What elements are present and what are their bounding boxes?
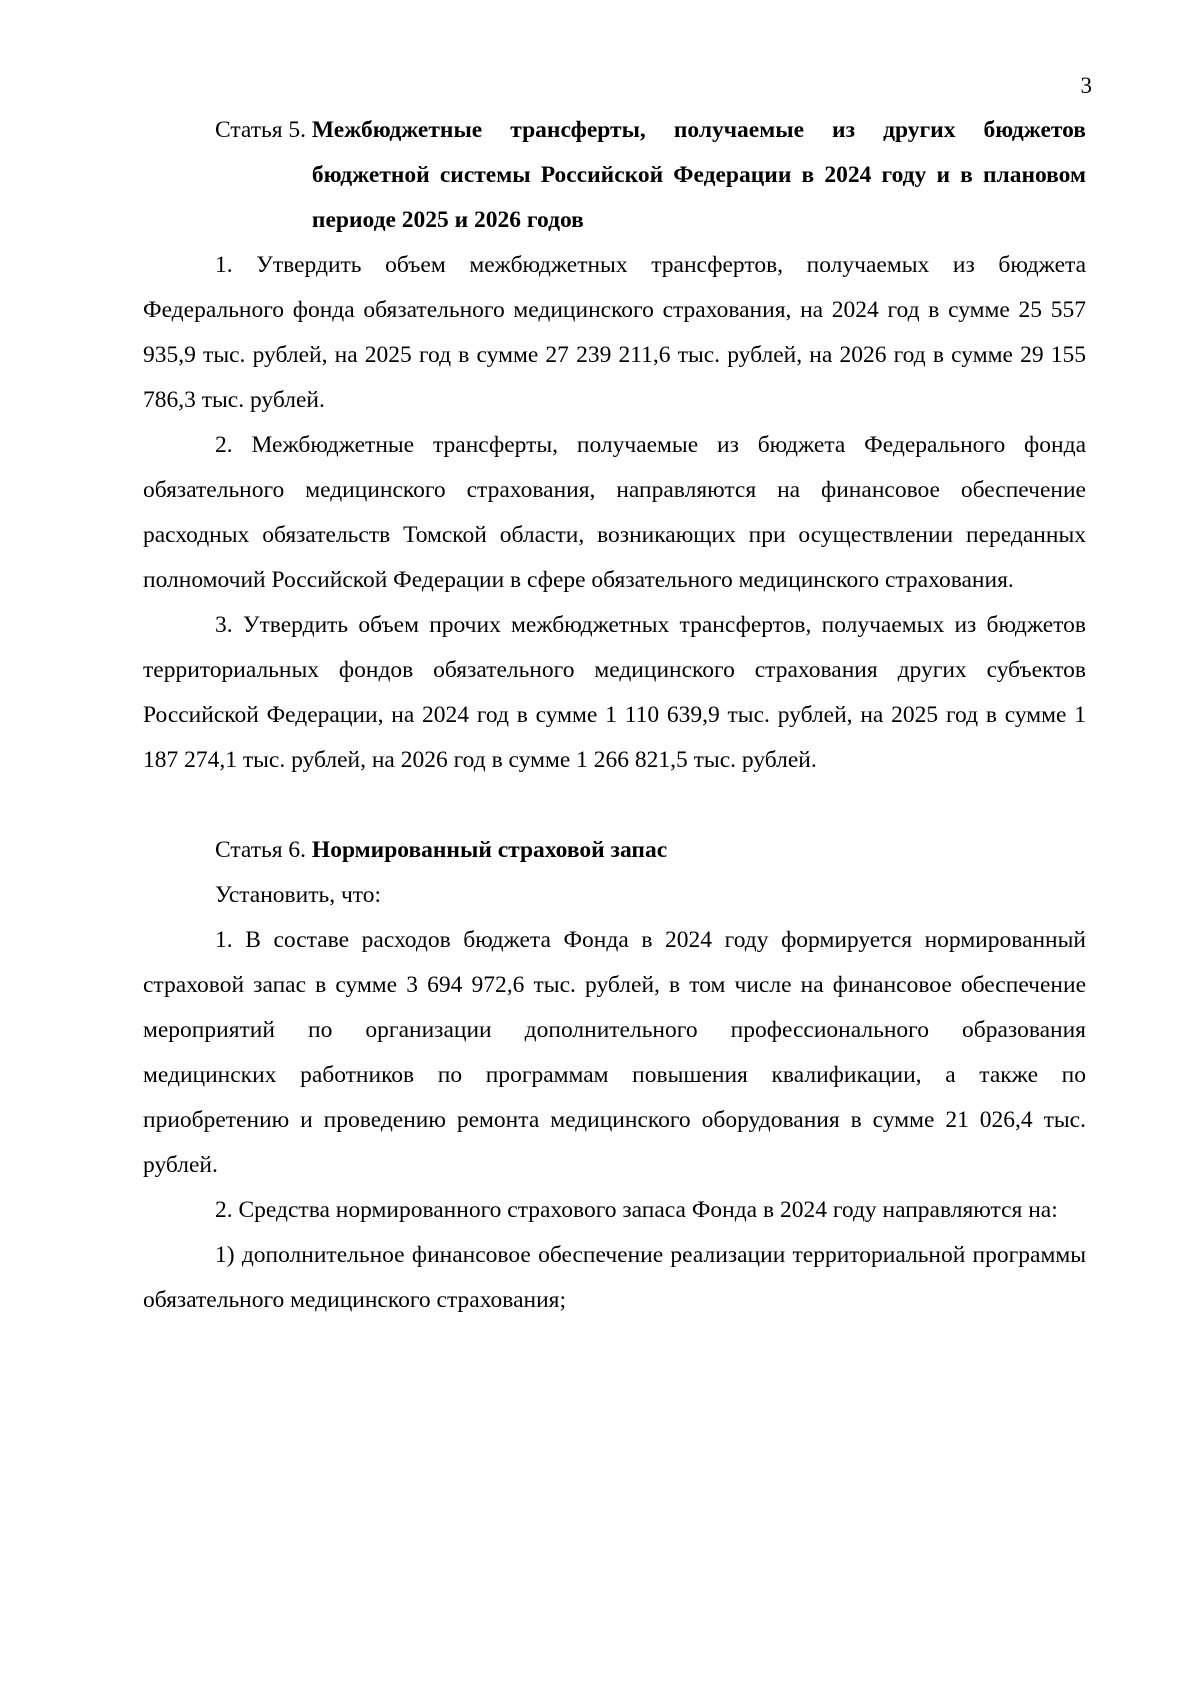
article-6-paragraph-2: 2. Средства нормированного страхового запаса Фонда в 2024 году направляются на: (215, 1197, 1058, 1223)
page-number: 3 (1080, 73, 1092, 98)
article-6-heading (143, 828, 1086, 873)
article-6-title: Нормированный страховой запас (311, 837, 668, 863)
article-5-title: Межбюджетные трансферты, получаемые из других бюджетов бюджетной системы Российской Федерации в 2024 году и в плановом периоде 2025 и 2026 годов (311, 117, 1086, 233)
article-6-paragraph-3: 1) дополнительное финансовое обеспечение реализации территориальной программы обязательного медицинского страхования; (143, 1242, 1086, 1313)
section-gap (143, 783, 1086, 828)
article-5-paragraph-3: 3. Утвердить объем прочих межбюджетных трансфертов, получаемых из бюджетов территориальных фондов обязательного медицинского страхования других субъектов Российской Федерации, на 2024 год в сумме 1 110 639,9 тыс. рублей, на 2025 год в сумме 1 187 274,1 тыс. рублей, на 2026 год в сумме 1 266 821,5 тыс. рублей. (143, 612, 1086, 773)
article-5-paragraph-2: 2. Межбюджетные трансферты, получаемые из бюджета Федерального фонда обязательного медицинского страхования, направляются на финансовое обеспечение расходных обязательств Томской области, возникающих при осуществлении переданных полномочий Российской Федерации в сфере обязательного медицинского страхования. (143, 432, 1086, 593)
article-6-paragraph-1: 1. В составе расходов бюджета Фонда в 2024 году формируется нормированный страховой запас в сумме 3 694 972,6 тыс. рублей, в том числе на финансовое обеспечение мероприятий по организации дополнительного профессионального образования медицинских работников по программам повышения квалификации, а также по приобретению и проведению ремонта медицинского оборудования в сумме 21 026,4 тыс. рублей. (143, 927, 1086, 1178)
article-5-heading (143, 108, 1086, 243)
article-5-paragraph-1: 1. Утвердить объем межбюджетных трансфертов, получаемых из бюджета Федерального фонда обязательного медицинского страхования, на 2024 год в сумме 25 557 935,9 тыс. рублей, на 2025 год в сумме 27 239 211,6 тыс. рублей, на 2026 год в сумме 29 155 786,3 тыс. рублей. (143, 252, 1086, 413)
article-5-number: Статья 5. (215, 117, 312, 143)
article-6-number: Статья 6. (215, 837, 312, 863)
article-6-intro: Установить, что: (215, 882, 382, 908)
document-body (143, 108, 1086, 1323)
